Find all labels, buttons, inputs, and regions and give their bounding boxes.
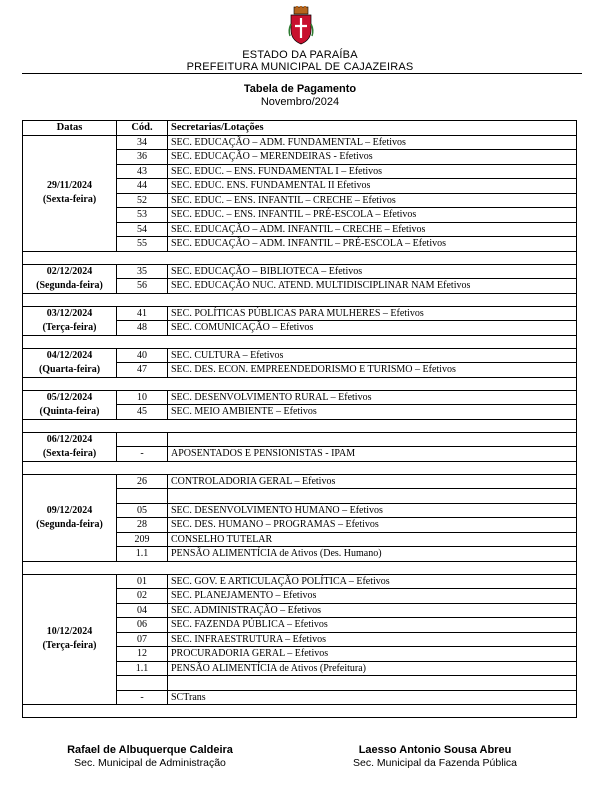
header-divider xyxy=(22,73,582,74)
payment-date: 02/12/2024 xyxy=(46,265,93,277)
sector-cell: SEC. GOV. E ARTICULAÇÃO POLÍTICA – Efetivos xyxy=(168,574,577,589)
code-cell: 1.1 xyxy=(117,661,168,676)
code-cell: 06 xyxy=(117,618,168,633)
table-footer-row xyxy=(23,705,577,718)
payment-date-cell xyxy=(23,348,117,377)
coat-of-arms-icon xyxy=(287,6,315,46)
signatory-role: Sec. Municipal da Fazenda Pública xyxy=(352,757,517,769)
table-header-row xyxy=(23,121,577,136)
group-separator xyxy=(23,419,577,432)
payment-date-cell xyxy=(23,432,117,461)
sector-cell xyxy=(168,489,577,504)
code-cell: 04 xyxy=(117,603,168,618)
payment-date-cell xyxy=(23,474,117,561)
table-row xyxy=(23,348,577,363)
sector-cell: CONSELHO TUTELAR xyxy=(168,532,577,547)
code-cell: 45 xyxy=(117,405,168,420)
separator-cell xyxy=(23,293,577,306)
code-cell: 55 xyxy=(117,237,168,252)
sector-cell: SEC. EDUC. – ENS. INFANTIL – PRÉ-ESCOLA – Efetivos xyxy=(168,208,577,223)
column-header-sector: Secretarias/Lotações xyxy=(168,121,577,136)
code-cell: 47 xyxy=(117,363,168,378)
code-cell: 02 xyxy=(117,589,168,604)
payment-date: 29/11/2024 xyxy=(46,180,92,191)
payment-date-cell xyxy=(23,264,117,293)
sector-cell: SEC. EDUC. – ENS. FUNDAMENTAL I – Efetivos xyxy=(168,164,577,179)
signatory-name: Laesso Antonio Sousa Abreu xyxy=(358,744,512,756)
separator-cell xyxy=(23,377,577,390)
sector-cell: SEC. DES. HUMANO – PROGRAMAS – Efetivos xyxy=(168,518,577,533)
sector-cell: PENSÃO ALIMENTÍCIA de Ativos (Prefeitura) xyxy=(168,661,577,676)
group-separator xyxy=(23,251,577,264)
payment-date-cell xyxy=(23,135,117,251)
sector-cell: SEC. EDUCAÇÃO – ADM. INFANTIL – PRÉ-ESCOLA – Efetivos xyxy=(168,237,577,252)
sector-cell: SEC. EDUCAÇÃO – ADM. FUNDAMENTAL – Efetivos xyxy=(168,135,577,150)
state-name: ESTADO DA PARAÍBA xyxy=(242,49,358,61)
sector-cell: SEC. POLÍTICAS PÚBLICAS PARA MULHERES – Efetivos xyxy=(168,306,577,321)
document-title: Tabela de Pagamento xyxy=(243,83,357,95)
sector-cell: SEC. EDUC. – ENS. INFANTIL – CRECHE – Efetivos xyxy=(168,193,577,208)
code-cell: 36 xyxy=(117,150,168,165)
separator-cell xyxy=(23,461,577,474)
city-hall-name: PREFEITURA MUNICIPAL DE CAJAZEIRAS xyxy=(186,61,414,73)
column-header-date: Datas xyxy=(23,121,117,136)
sector-cell: SEC. DESENVOLVIMENTO HUMANO – Efetivos xyxy=(168,503,577,518)
code-cell: 1.1 xyxy=(117,547,168,562)
column-header-code: Cód. xyxy=(117,121,168,136)
separator-cell xyxy=(23,561,577,574)
signatory-role: Sec. Municipal de Administração xyxy=(74,757,226,769)
code-cell: 07 xyxy=(117,632,168,647)
payment-date-cell xyxy=(23,574,117,705)
payment-weekday: (Sexta-feira) xyxy=(42,194,97,205)
code-cell: 05 xyxy=(117,503,168,518)
payment-date: 05/12/2024 xyxy=(46,391,93,403)
sector-cell xyxy=(168,432,577,447)
sector-cell: SEC. EDUCAÇÃO – BIBLIOTECA – Efetivos xyxy=(168,264,577,279)
sector-cell: SEC. FAZENDA PÚBLICA – Efetivos xyxy=(168,618,577,633)
table-row xyxy=(23,474,577,489)
payment-weekday: (Segunda-feira) xyxy=(36,279,103,291)
payment-date: 09/12/2024 xyxy=(46,504,93,516)
sector-cell: SEC. DES. ECON. EMPREENDEDORISMO E TURISMO – Efetivos xyxy=(168,363,577,378)
sector-cell: SEC. INFRAESTRUTURA – Efetivos xyxy=(168,632,577,647)
code-cell: 26 xyxy=(117,474,168,489)
sector-cell xyxy=(168,676,577,691)
separator-cell xyxy=(23,335,577,348)
code-cell xyxy=(117,676,168,691)
code-cell: 35 xyxy=(117,264,168,279)
code-cell: - xyxy=(117,447,168,462)
group-separator xyxy=(23,561,577,574)
sector-cell: CONTROLADORIA GERAL – Efetivos xyxy=(168,474,577,489)
separator-cell xyxy=(23,705,577,718)
code-cell: 52 xyxy=(117,193,168,208)
code-cell: 56 xyxy=(117,279,168,294)
code-cell: 44 xyxy=(117,179,168,194)
payment-date: 04/12/2024 xyxy=(46,349,93,361)
code-cell: 54 xyxy=(117,222,168,237)
group-separator xyxy=(23,377,577,390)
payment-weekday: (Quinta-feira) xyxy=(39,405,100,417)
payment-date: 10/12/2024 xyxy=(46,626,93,638)
group-separator xyxy=(23,293,577,306)
signature-block-finance xyxy=(285,744,585,770)
table-row xyxy=(23,574,577,589)
payment-date: 03/12/2024 xyxy=(46,307,93,319)
signature-block-administration xyxy=(0,744,300,770)
sector-cell: APOSENTADOS E PENSIONISTAS - IPAM xyxy=(168,447,577,462)
sector-cell: SEC. EDUCAÇÃO – ADM. INFANTIL – CRECHE – Efetivos xyxy=(168,222,577,237)
code-cell: 01 xyxy=(117,574,168,589)
sector-cell: SEC. CULTURA – Efetivos xyxy=(168,348,577,363)
sector-cell: SEC. MEIO AMBIENTE – Efetivos xyxy=(168,405,577,420)
code-cell: 48 xyxy=(117,321,168,336)
sector-cell: PROCURADORIA GERAL – Efetivos xyxy=(168,647,577,662)
code-cell xyxy=(117,432,168,447)
payment-weekday: (Terça-feira) xyxy=(42,321,97,333)
sector-cell: SEC. EDUCAÇÃO – MERENDEIRAS - Efetivos xyxy=(168,150,577,165)
code-cell: 41 xyxy=(117,306,168,321)
sector-cell: SEC. ADMINISTRAÇÃO – Efetivos xyxy=(168,603,577,618)
payment-table-body xyxy=(23,121,577,718)
code-cell: 34 xyxy=(117,135,168,150)
code-cell: - xyxy=(117,690,168,705)
code-cell: 43 xyxy=(117,164,168,179)
code-cell: 209 xyxy=(117,532,168,547)
payment-weekday: (Terça-feira) xyxy=(42,640,97,652)
code-cell: 40 xyxy=(117,348,168,363)
table-row xyxy=(23,135,577,150)
payment-weekday: (Sexta-feira) xyxy=(42,447,97,459)
payment-date-cell xyxy=(23,390,117,419)
group-separator xyxy=(23,335,577,348)
group-separator xyxy=(23,461,577,474)
payment-date-cell xyxy=(23,306,117,335)
table-row xyxy=(23,390,577,405)
document-period: Novembro/2024 xyxy=(260,96,340,108)
signatory-name: Rafael de Albuquerque Caldeira xyxy=(67,744,233,756)
table-row xyxy=(23,432,577,447)
sector-cell: SEC. COMUNICAÇÃO – Efetivos xyxy=(168,321,577,336)
code-cell xyxy=(117,489,168,504)
table-row xyxy=(23,264,577,279)
sector-cell: SEC. EDUCAÇÃO NUC. ATEND. MULTIDISCIPLINAR NAM Efetivos xyxy=(168,279,577,294)
payment-weekday: (Segunda-feira) xyxy=(36,518,103,530)
separator-cell xyxy=(23,251,577,264)
code-cell: 10 xyxy=(117,390,168,405)
separator-cell xyxy=(23,419,577,432)
payment-date: 06/12/2024 xyxy=(46,433,93,445)
code-cell: 12 xyxy=(117,647,168,662)
sector-cell: PENSÃO ALIMENTÍCIA de Ativos (Des. Humano) xyxy=(168,547,577,562)
table-row xyxy=(23,306,577,321)
payment-table xyxy=(22,120,577,718)
sector-cell: SEC. DESENVOLVIMENTO RURAL – Efetivos xyxy=(168,390,577,405)
code-cell: 53 xyxy=(117,208,168,223)
sector-cell: SEC. PLANEJAMENTO – Efetivos xyxy=(168,589,577,604)
sector-cell: SEC. EDUC. ENS. FUNDAMENTAL II Efetivos xyxy=(168,179,577,194)
sector-cell: SCTrans xyxy=(168,690,577,705)
payment-weekday: (Quarta-feira) xyxy=(38,363,101,375)
code-cell: 28 xyxy=(117,518,168,533)
